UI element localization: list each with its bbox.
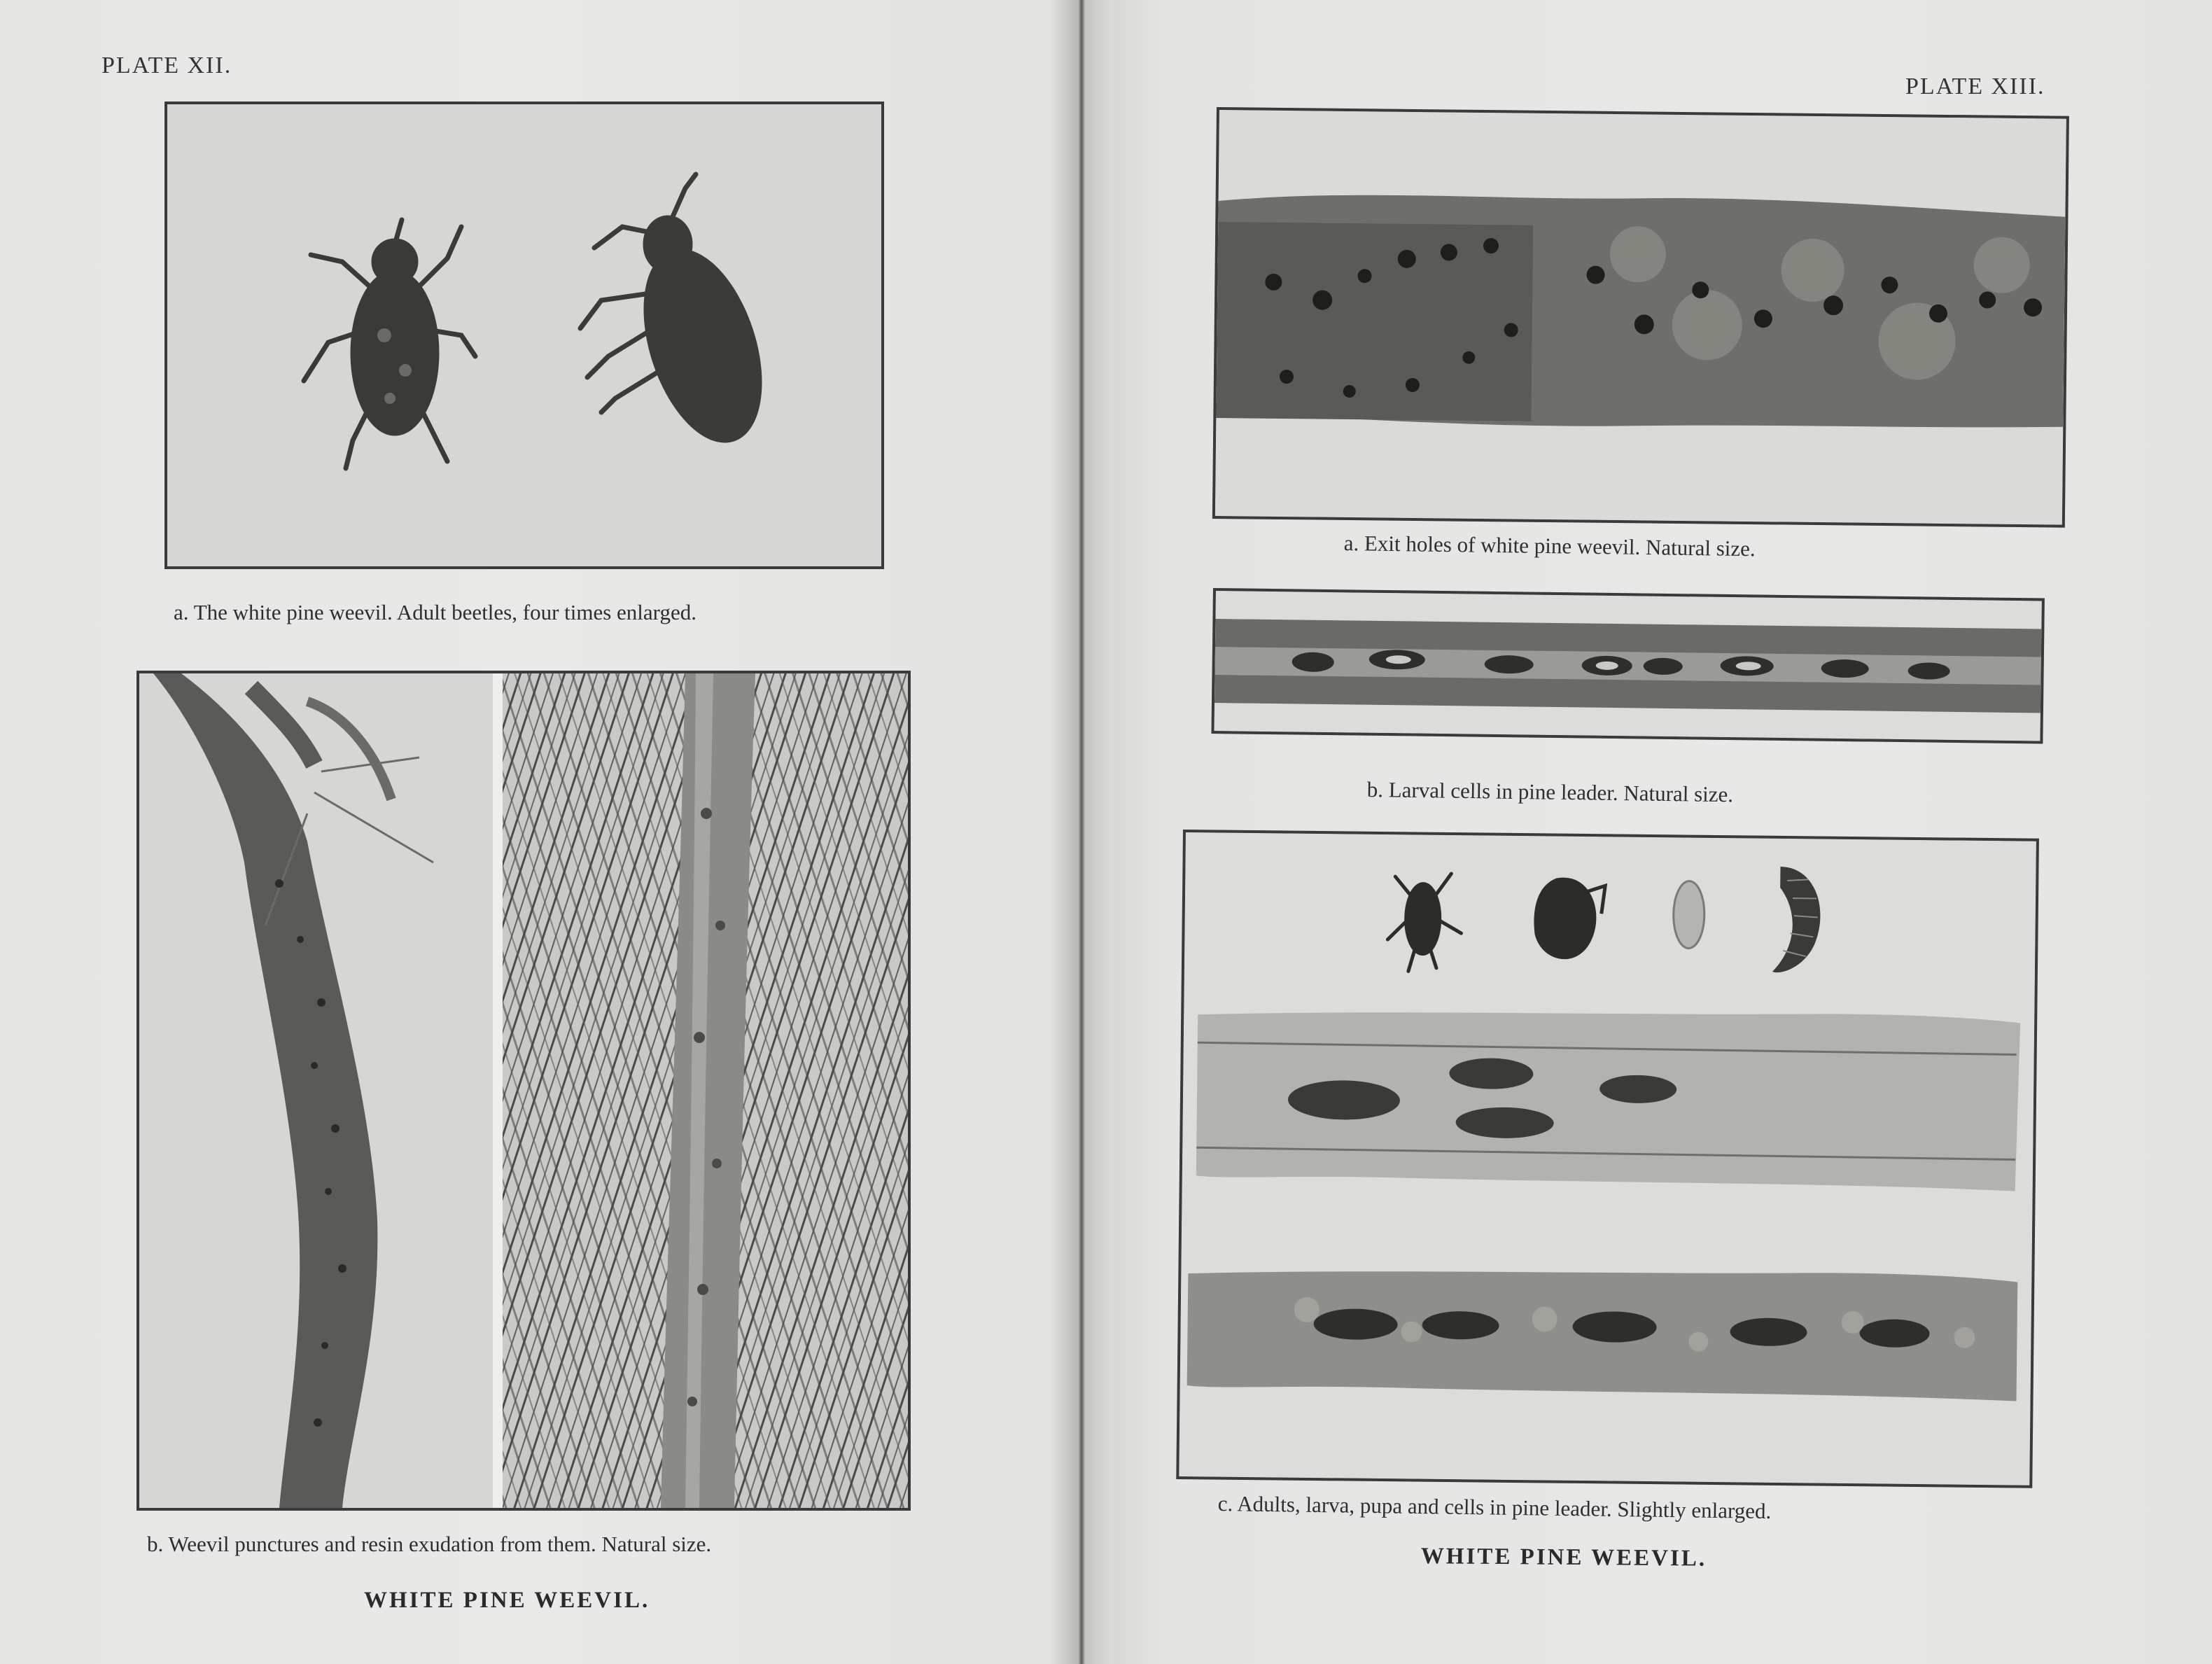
footer-title-left: WHITE PINE WEEVIL. xyxy=(364,1588,650,1613)
adults-larva-pupa-photo xyxy=(1176,830,2039,1488)
book-gutter xyxy=(1050,0,1113,1664)
plate-label-xii: PLATE XII. xyxy=(102,53,232,78)
footer-title-right: WHITE PINE WEEVIL. xyxy=(1420,1544,1707,1572)
exit-holes-photo xyxy=(1212,107,2069,528)
figure-b-caption-right: b. Larval cells in pine leader. Natural size. xyxy=(1366,777,1734,807)
figure-c-caption-right: c. Adults, larva, pupa and cells in pine leader. Slightly enlarged. xyxy=(1217,1491,1772,1524)
larval-cells-photo xyxy=(1211,588,2044,743)
figure-b-caption-left: b. Weevil punctures and resin exudation from them. Natural size. xyxy=(147,1532,712,1556)
plate-label-xiii: PLATE XIII. xyxy=(1905,74,2045,99)
figure-a-caption-left: a. The white pine weevil. Adult beetles, four times enlarged. xyxy=(174,600,696,624)
weevil-adults-photo xyxy=(164,102,884,569)
pine-leader-punctures-photo xyxy=(136,671,911,1511)
figure-a-caption-right: a. Exit holes of white pine weevil. Natural size. xyxy=(1343,531,1756,561)
